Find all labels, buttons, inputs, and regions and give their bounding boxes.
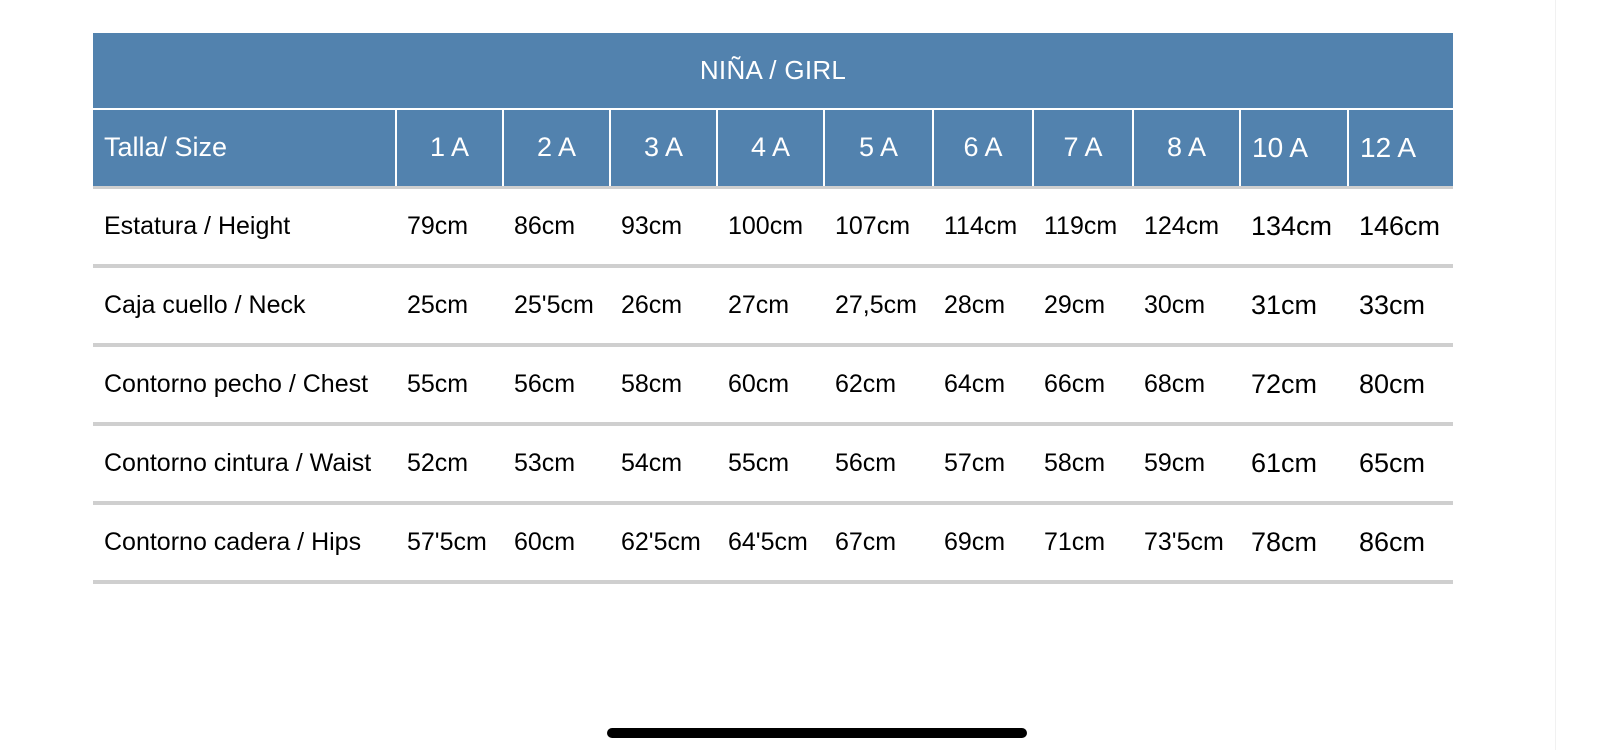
table-cell: 27cm xyxy=(717,266,824,345)
table-cell: 56cm xyxy=(503,345,610,424)
size-header: 1 A xyxy=(396,109,503,187)
table-row-chest xyxy=(93,345,1453,424)
table-cell: 71cm xyxy=(1033,503,1133,582)
size-header-row xyxy=(93,109,1453,187)
table-cell: 134cm xyxy=(1240,187,1348,266)
table-cell: 146cm xyxy=(1348,187,1453,266)
size-label-header: Talla/ Size xyxy=(93,109,396,187)
table-cell: 80cm xyxy=(1348,345,1453,424)
table-cell: 62cm xyxy=(824,345,933,424)
table-title: NIÑA / GIRL xyxy=(93,33,1453,109)
size-header: 5 A xyxy=(824,109,933,187)
table-cell: 54cm xyxy=(610,424,717,503)
size-header: 2 A xyxy=(503,109,610,187)
table-row-height xyxy=(93,187,1453,266)
table-cell: 58cm xyxy=(610,345,717,424)
table-cell: 57'5cm xyxy=(396,503,503,582)
size-header: 3 A xyxy=(610,109,717,187)
home-indicator-bar[interactable] xyxy=(607,728,1027,738)
table-cell: 69cm xyxy=(933,503,1033,582)
size-header: 6 A xyxy=(933,109,1033,187)
table-cell: 107cm xyxy=(824,187,933,266)
table-cell: 64'5cm xyxy=(717,503,824,582)
table-cell: 29cm xyxy=(1033,266,1133,345)
table-cell: 64cm xyxy=(933,345,1033,424)
table-cell: 33cm xyxy=(1348,266,1453,345)
table-cell: 72cm xyxy=(1240,345,1348,424)
page-edge-divider xyxy=(1555,0,1556,750)
table-cell: 65cm xyxy=(1348,424,1453,503)
table-cell: 57cm xyxy=(933,424,1033,503)
table-cell: 26cm xyxy=(610,266,717,345)
table-row-neck xyxy=(93,266,1453,345)
table-cell: 100cm xyxy=(717,187,824,266)
table-cell: 66cm xyxy=(1033,345,1133,424)
size-header: 4 A xyxy=(717,109,824,187)
row-label: Contorno pecho / Chest xyxy=(93,345,396,424)
table-row-hips xyxy=(93,503,1453,582)
table-cell: 86cm xyxy=(1348,503,1453,582)
table-cell: 25cm xyxy=(396,266,503,345)
table-cell: 27,5cm xyxy=(824,266,933,345)
table-cell: 28cm xyxy=(933,266,1033,345)
table-cell: 73'5cm xyxy=(1133,503,1240,582)
table-cell: 114cm xyxy=(933,187,1033,266)
table-cell: 55cm xyxy=(717,424,824,503)
table-cell: 60cm xyxy=(717,345,824,424)
table-cell: 30cm xyxy=(1133,266,1240,345)
size-header: 7 A xyxy=(1033,109,1133,187)
size-header: 10 A xyxy=(1240,109,1348,187)
size-header: 12 A xyxy=(1348,109,1453,187)
size-chart-table xyxy=(93,33,1453,584)
table-cell: 56cm xyxy=(824,424,933,503)
table-cell: 62'5cm xyxy=(610,503,717,582)
table-cell: 67cm xyxy=(824,503,933,582)
table-row-waist xyxy=(93,424,1453,503)
row-label: Estatura / Height xyxy=(93,187,396,266)
table-cell: 55cm xyxy=(396,345,503,424)
table-cell: 53cm xyxy=(503,424,610,503)
table-cell: 61cm xyxy=(1240,424,1348,503)
table-cell: 25'5cm xyxy=(503,266,610,345)
table-cell: 31cm xyxy=(1240,266,1348,345)
table-cell: 59cm xyxy=(1133,424,1240,503)
table-cell: 79cm xyxy=(396,187,503,266)
row-label: Caja cuello / Neck xyxy=(93,266,396,345)
table-cell: 93cm xyxy=(610,187,717,266)
table-cell: 68cm xyxy=(1133,345,1240,424)
table-cell: 60cm xyxy=(503,503,610,582)
table-cell: 78cm xyxy=(1240,503,1348,582)
table-cell: 58cm xyxy=(1033,424,1133,503)
table-cell: 124cm xyxy=(1133,187,1240,266)
table-title-row xyxy=(93,33,1453,109)
table-cell: 119cm xyxy=(1033,187,1133,266)
table-cell: 52cm xyxy=(396,424,503,503)
row-label: Contorno cadera / Hips xyxy=(93,503,396,582)
size-header: 8 A xyxy=(1133,109,1240,187)
row-label: Contorno cintura / Waist xyxy=(93,424,396,503)
table-cell: 86cm xyxy=(503,187,610,266)
